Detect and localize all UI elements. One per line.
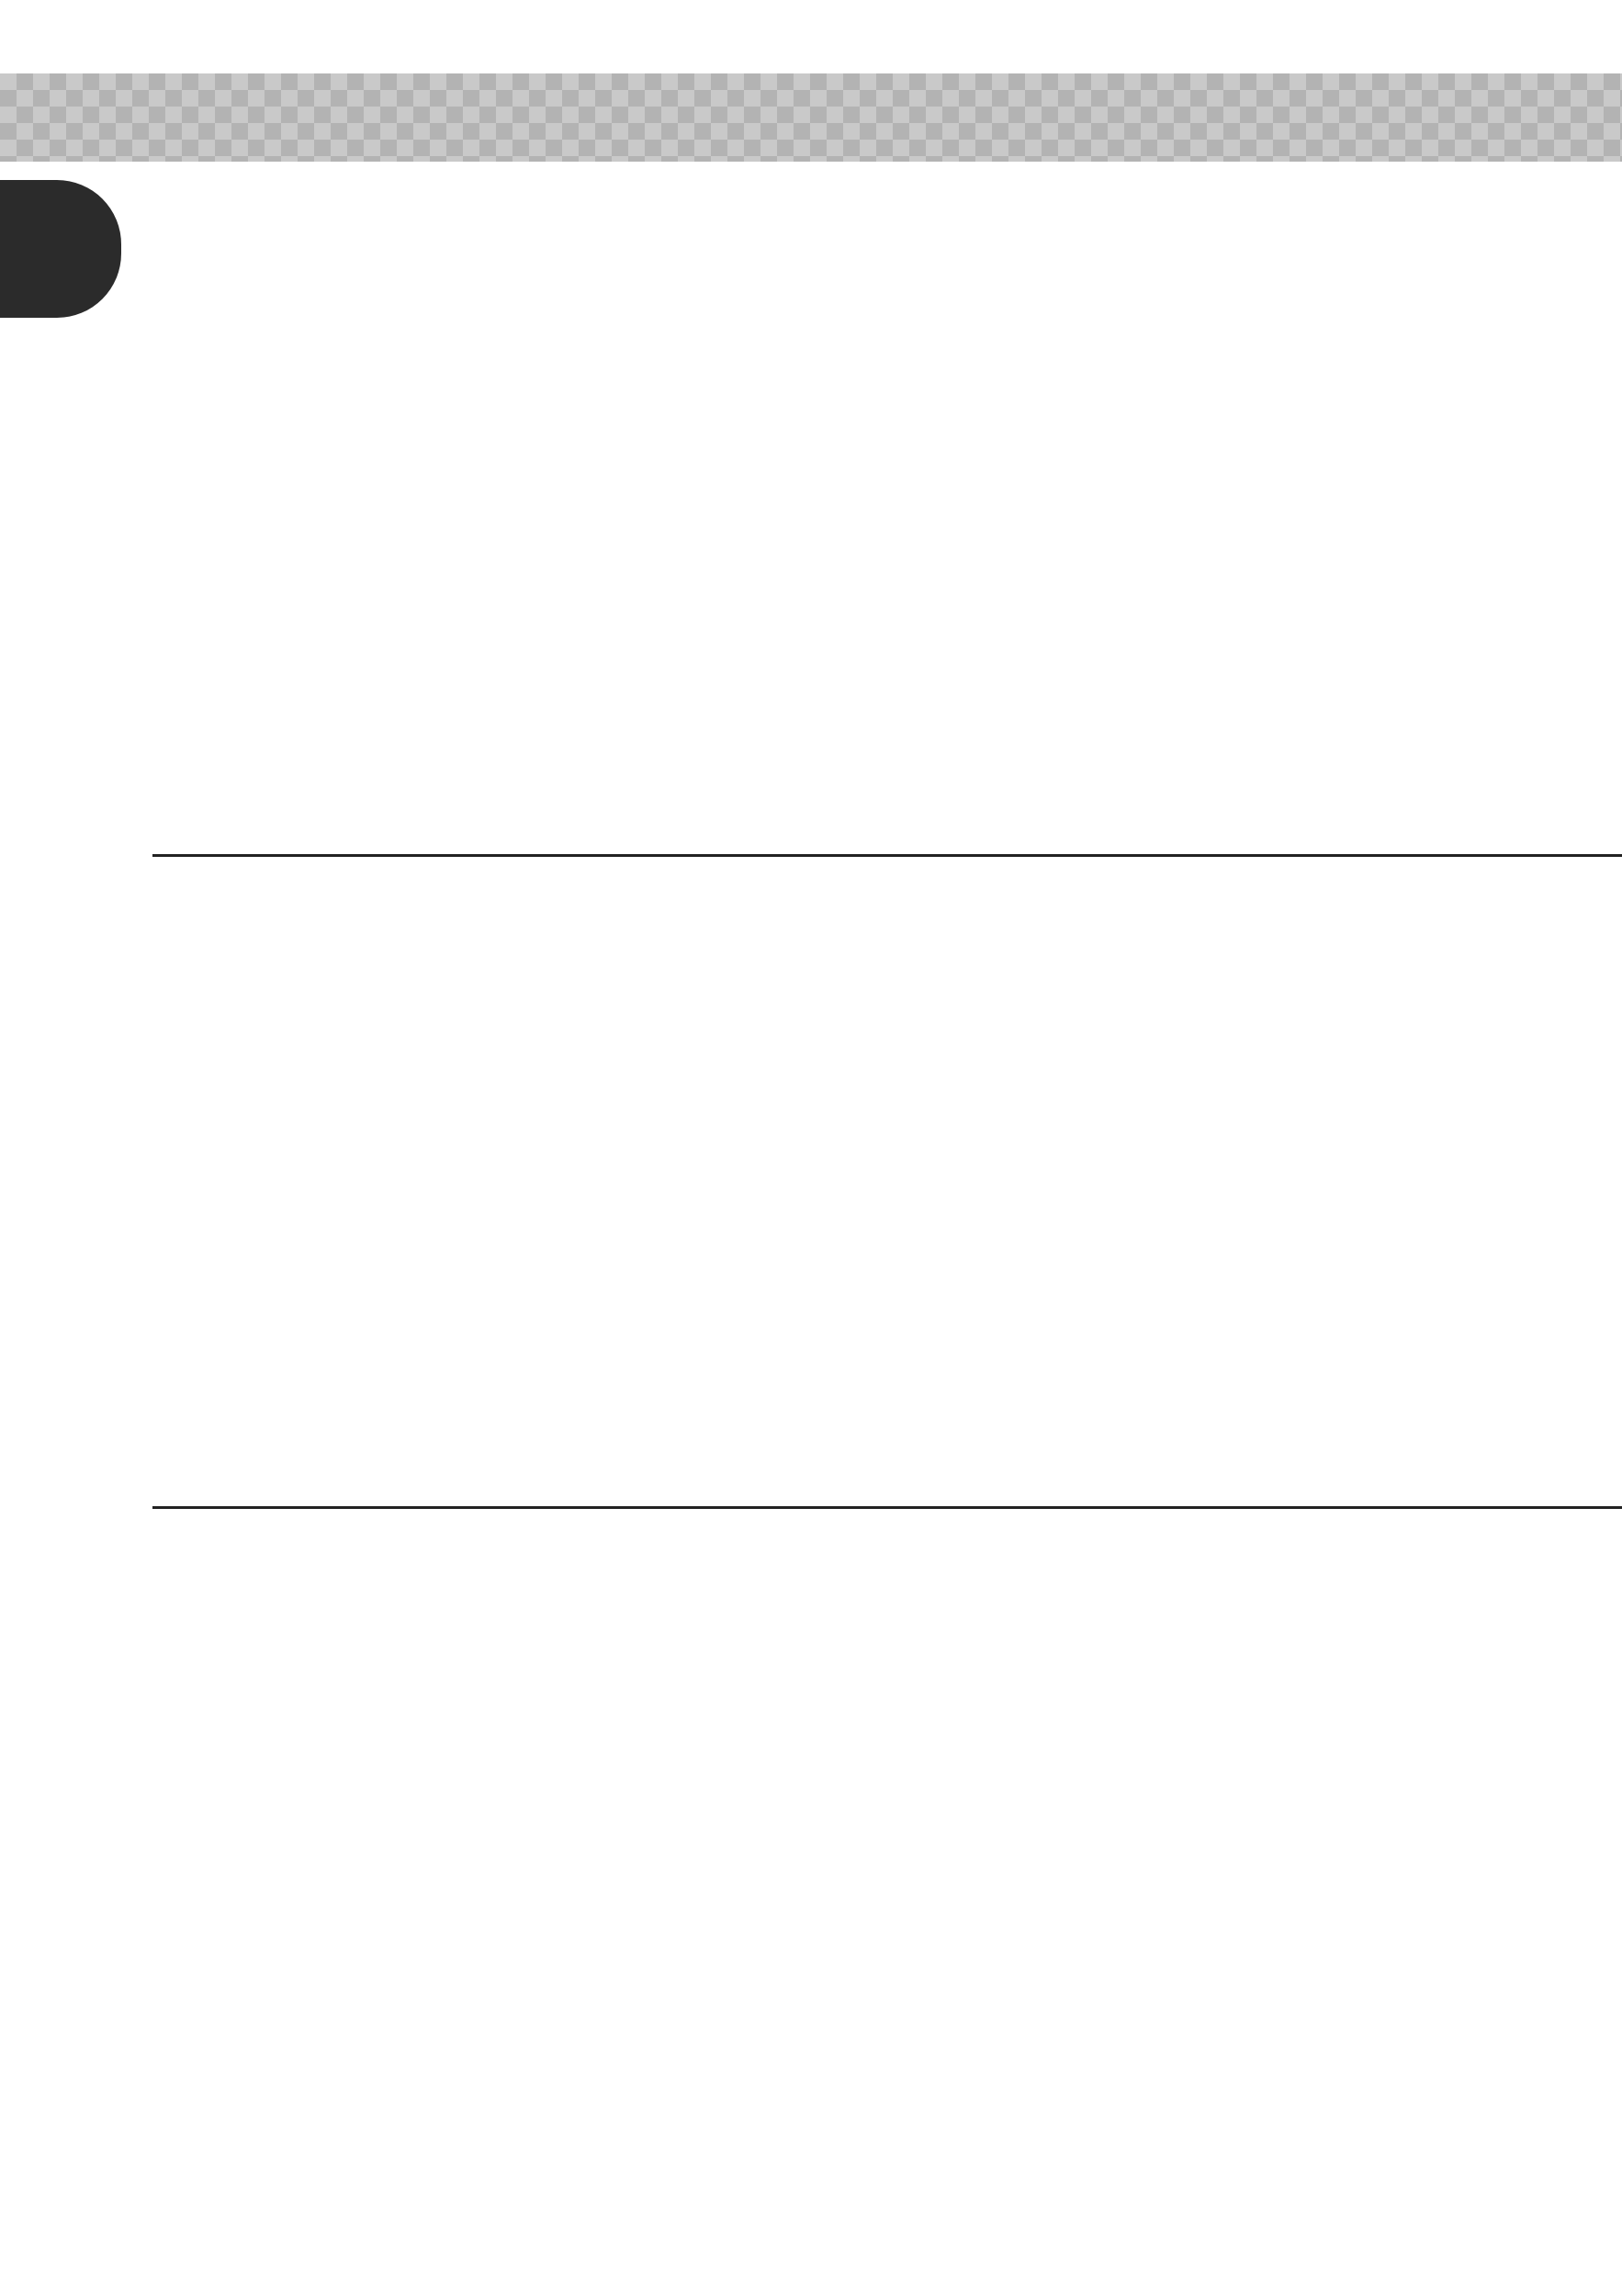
header-banner (0, 73, 1622, 162)
chapter-tab (0, 180, 121, 318)
divider-top (152, 854, 1622, 857)
divider-bottom (152, 1506, 1622, 1509)
